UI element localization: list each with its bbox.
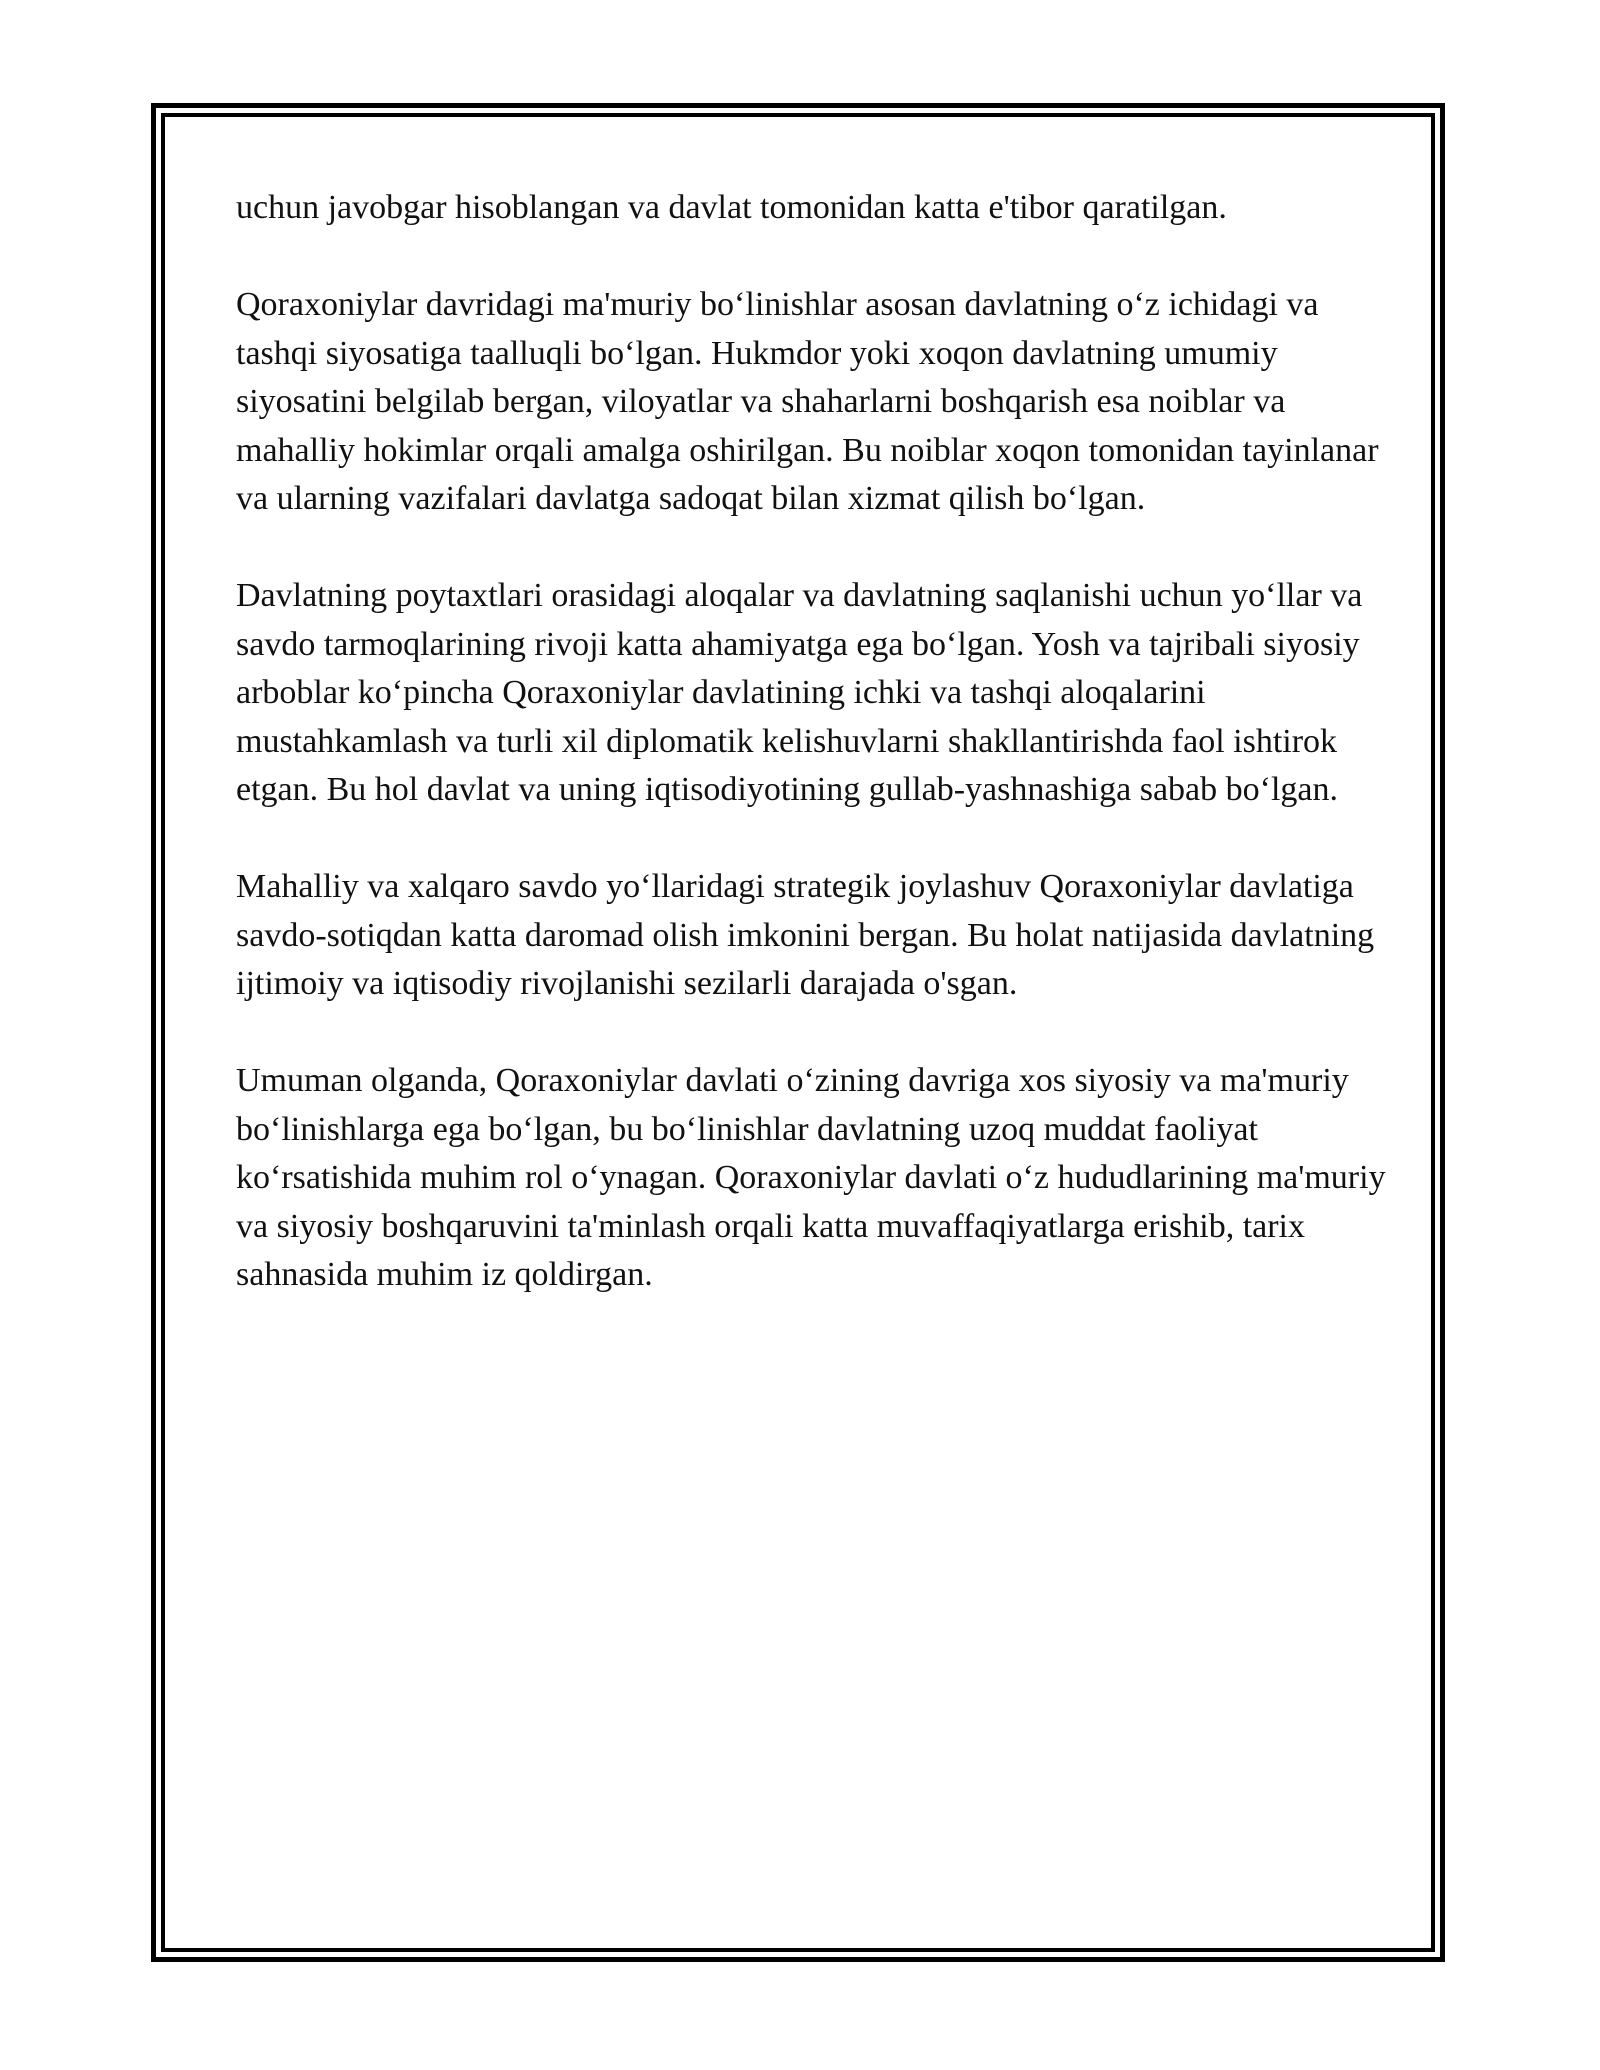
paragraph: uchun javobgar hisoblangan va davlat tomonidan katta e'tibor qaratilgan. bbox=[236, 189, 1227, 226]
document-body bbox=[236, 184, 1386, 1348]
paragraph: Qoraxoniylar davridagi ma'muriy bo‘linishlar asosan davlatning o‘z ichidagi va tashqi siyosatiga taalluqli bo‘lgan. Hukmdor yoki xoqon davlatning umumiy siyosatini belgilab bergan, viloyatlar va shaharlarni boshqarish esa noiblar va mahalliy hokimlar orqali amalga oshirilgan. Bu noiblar xoqon tomonidan tayinlanar va ularning vazifalari davlatga sadoqat bilan xizmat qilish bo‘lgan. bbox=[236, 286, 1379, 517]
paragraph: Umuman olganda, Qoraxoniylar davlati o‘zining davriga xos siyosiy va ma'muriy bo‘linishlarga ega bo‘lgan, bu bo‘linishlar davlatning uzoq muddat faoliyat ko‘rsatishida muhim rol o‘ynagan. Qoraxoniylar davlati o‘z hududlarining ma'muriy va siyosiy boshqaruvini ta'minlash orqali katta muvaffaqiyatlarga erishib, tarix sahnasida muhim iz qoldirgan. bbox=[236, 1062, 1386, 1293]
paragraph: Davlatning poytaxtlari orasidagi aloqalar va davlatning saqlanishi uchun yo‘llar va savdo tarmoqlarining rivoji katta ahamiyatga ega bo‘lgan. Yosh va tajribali siyosiy arboblar ko‘pincha Qoraxoniylar davlatining ichki va tashqi aloqalarini mustahkamlash va turli xil diplomatik kelishuvlarni shakllantirishda faol ishtirok etgan. Bu hol davlat va uning iqtisodiyotining gullab-yashnashiga sabab bo‘lgan. bbox=[236, 577, 1363, 808]
paragraph: Mahalliy va xalqaro savdo yo‘llaridagi strategik joylashuv Qoraxoniylar davlatiga savdo-sotiqdan katta daromad olish imkonini bergan. Bu holat natijasida davlatning ijtimoiy va iqtisodiy rivojlanishi sezilarli darajada o'sgan. bbox=[236, 868, 1375, 1002]
